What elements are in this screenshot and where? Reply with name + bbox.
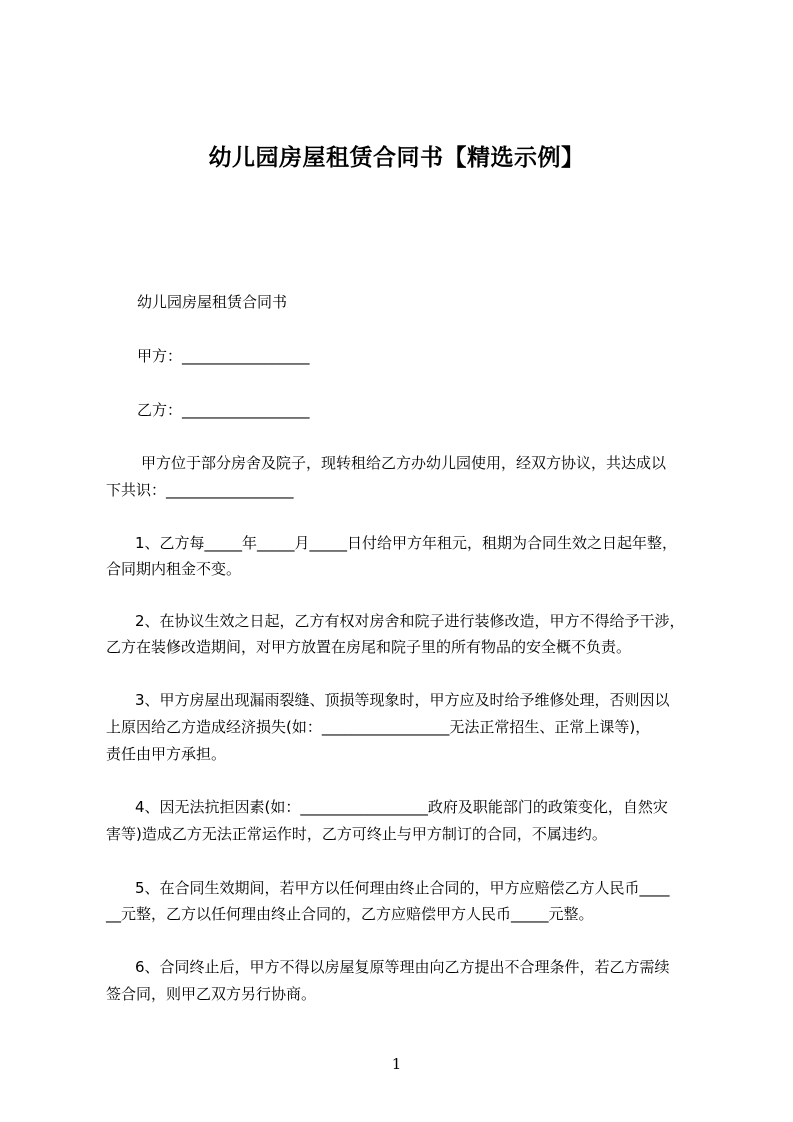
clause-1-line-2: 合同期内租金不变。 bbox=[106, 560, 242, 578]
intro-line-2: 下共识：_________________ bbox=[106, 481, 294, 499]
clause-2-line-2: 乙方在装修改造期间，对甲方放置在房尾和院子里的所有物品的安全概不负责。 bbox=[106, 638, 632, 656]
clause-1-line-1: 1、乙方每_____年_____月_____日付给甲方年租元，租期为合同生效之日起年整， bbox=[135, 534, 678, 552]
clause-6-line-2: 签合同，则甲乙双方另行协商。 bbox=[106, 985, 317, 1003]
clause-4-line-2: 害等)造成乙方无法正常运作时，乙方可终止与甲方制订的合同，不属违约。 bbox=[106, 825, 607, 843]
clause-5-line-2: __元整，乙方以任何理由终止合同的，乙方应赔偿甲方人民币_____元整。 bbox=[106, 905, 594, 923]
page-number: 1 bbox=[391, 1055, 402, 1073]
clause-5-line-1: 5、在合同生效期间，若甲方以任何理由终止合同的，甲方应赔偿乙方人民币____ bbox=[135, 879, 670, 897]
clause-2-line-1: 2、在协议生效之日起，乙方有权对房舍和院子进行装修改造，甲方不得给予干涉， bbox=[135, 612, 685, 630]
clause-6-line-1: 6、合同终止后，甲方不得以房屋复原等理由向乙方提出不合理条件，若乙方需续 bbox=[135, 958, 670, 976]
clause-3-line-3: 责任由甲方承担。 bbox=[106, 745, 227, 763]
clause-3-line-1: 3、甲方房屋出现漏雨裂缝、顶损等现象时，甲方应及时给予维修处理，否则因以 bbox=[135, 691, 670, 709]
contract-subtitle: 幼儿园房屋租赁合同书 bbox=[137, 293, 288, 311]
clause-4-line-1: 4、因无法抗拒因素(如：_________________政府及职能部门的政策变化，自然灾 bbox=[135, 798, 668, 816]
party-a-line: 甲方：_________________ bbox=[137, 347, 310, 365]
clause-3-line-2: 上原因给乙方造成经济损失(如：_________________无法正常招生、正常上课等)， bbox=[106, 718, 651, 736]
document-title: 幼儿园房屋租赁合同书【精选示例】 bbox=[208, 145, 585, 171]
party-b-line: 乙方：_________________ bbox=[137, 401, 310, 419]
intro-line-1: 甲方位于部分房舍及院子，现转租给乙方办幼儿园使用，经双方协议，共达成以 bbox=[141, 454, 667, 472]
